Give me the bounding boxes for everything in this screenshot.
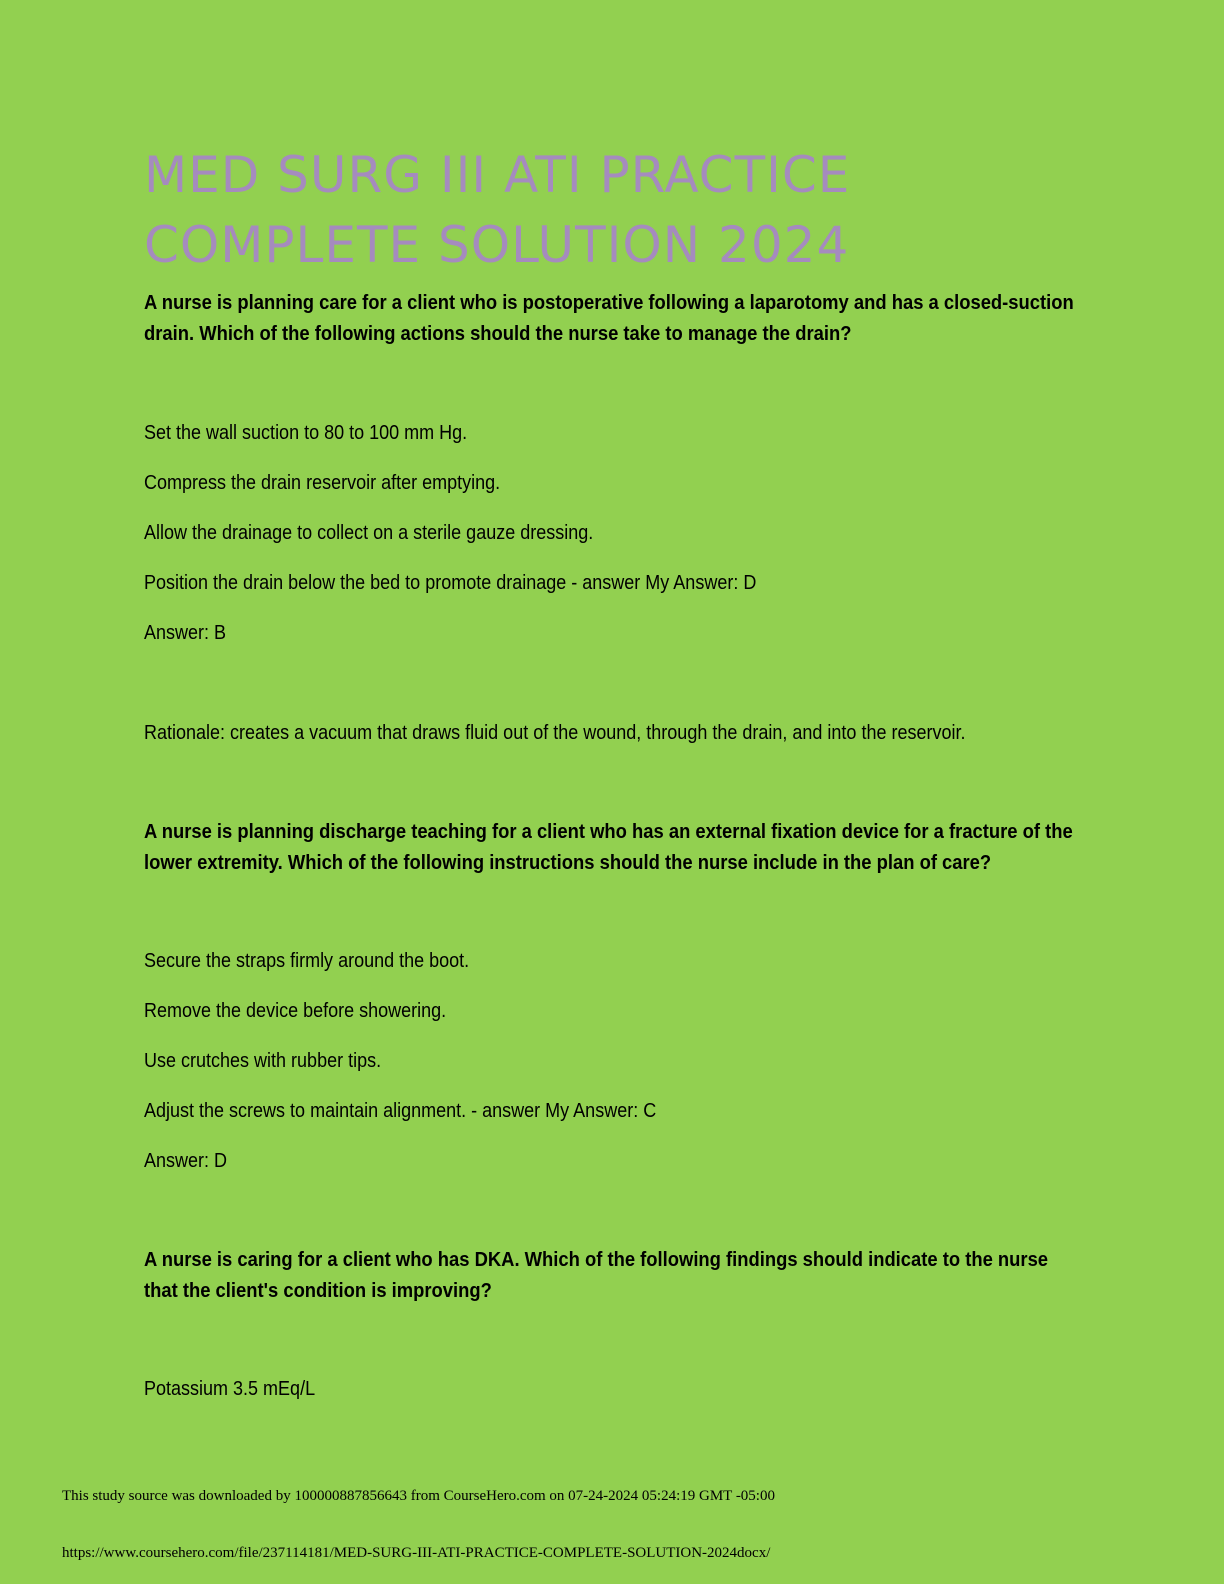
question-2-option-a: Secure the straps firmly around the boot. [144,950,470,972]
download-notice: This study source was downloaded by 100000887856643 from CourseHero.com on 07-24-2024 05:24:19 GMT -05:00 [62,1488,775,1504]
question-1-answer: Answer: B [144,622,227,644]
question-1-text: A nurse is planning care for a client who is postoperative following a laparotomy and has a closed-suction drain. Which of the following actions should the nurse take to manage the drain? [144,292,1074,345]
question-1-rationale: Rationale: creates a vacuum that draws fluid out of the wound, through the drain, and into the reservoir. [144,722,966,744]
question-1-option-d: Position the drain below the bed to promote drainage - answer My Answer: D [144,572,757,594]
document-title: MED SURG III ATI PRACTICE COMPLETE SOLUTION 2024 [144,146,851,274]
question-2-option-c: Use crutches with rubber tips. [144,1050,382,1072]
question-3-text: A nurse is caring for a client who has DKA. Which of the following findings should indicate to the nurse that the client's condition is improving? [144,1249,1049,1302]
question-2-option-b: Remove the device before showering. [144,1000,447,1022]
question-2-answer: Answer: D [144,1150,228,1172]
question-2-option-d: Adjust the screws to maintain alignment. - answer My Answer: C [144,1100,657,1122]
source-url-link[interactable]: https://www.coursehero.com/file/237114181/MED-SURG-III-ATI-PRACTICE-COMPLETE-SOLUTION-2024docx/ [62,1545,771,1561]
question-3-option-a: Potassium 3.5 mEq/L [144,1378,316,1400]
question-1-option-c: Allow the drainage to collect on a sterile gauze dressing. [144,522,594,544]
question-1-option-b: Compress the drain reservoir after emptying. [144,472,501,494]
question-1-option-a: Set the wall suction to 80 to 100 mm Hg. [144,422,468,444]
question-2-text: A nurse is planning discharge teaching for a client who has an external fixation device for a fracture of the lower extremity. Which of the following instructions should the nurse include in the plan of care? [144,821,1073,874]
